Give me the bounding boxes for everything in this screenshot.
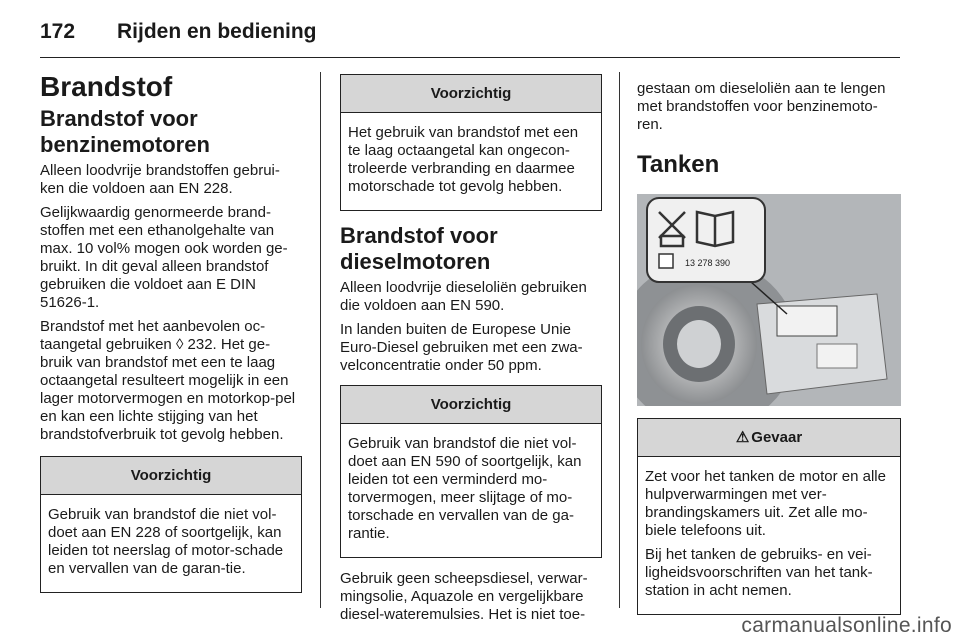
danger-heading — [638, 419, 900, 457]
column-1 — [40, 68, 302, 605]
subsection-title-diesel: Brandstof voor dieselmotoren — [340, 223, 498, 274]
caution-heading: Voorzichtig — [41, 457, 301, 495]
caution-heading: Voorzichtig — [341, 386, 601, 424]
paragraph: gestaan om dieseloliën aan te lengen met brandstoffen voor benzinemoto-ren. — [637, 80, 886, 133]
section-title: Rijden en bediening — [117, 20, 317, 43]
column-3 — [637, 80, 901, 627]
paragraph: Gebruik geen scheepsdiesel, verwar-mingsolie, Aquazole en vergelijkbare diesel-wateremulsies. Het is niet toe- — [340, 570, 588, 623]
chapter-title: Brandstof — [40, 71, 173, 102]
danger-text: Zet voor het tanken de motor en alle hulpverwarmingen met ver-brandingskamers uit. Zet alle mo-biele telefoons uit. — [645, 468, 886, 539]
header-divider — [40, 57, 900, 58]
paragraph: In landen buiten de Europese Unie Euro-Diesel gebruiken met een zwa-velconcentratie onder 50 ppm. — [340, 321, 583, 374]
caution-text: Gebruik van brandstof die niet vol-doet aan EN 590 of soortgelijk, kan leiden tot een verminderd mo-torvermogen, meer slijtage of mo-torschade en vervallen van de ga-rantie. — [348, 435, 582, 542]
label-callout — [647, 198, 765, 282]
fuel-filler-photo — [637, 194, 901, 406]
paragraph: Gelijkwaardig genormeerde brand-stoffen met een ethanolgehalte van max. 10 vol% mogen ook worden ge-bruikt. In dit geval alleen brandstof gebruiken die voldoet aan E DIN 51626-1. — [40, 204, 288, 311]
section-title-refuelling: Tanken — [637, 151, 720, 178]
paragraph: Brandstof met het aanbevolen oc-taangetal gebruiken ◊ 232. Het ge-bruik van brandstof met een te laag octaangetal resulteert mogelijk in een lager motorvermogen en motorkop-pel en kan een lichte stijging van het brandstofverbruik tot gevolg hebben. — [40, 318, 296, 443]
caution-box-diesel — [340, 385, 602, 558]
paragraph: Alleen loodvrije dieseloliën gebruiken die voldoen aan EN 590. — [340, 279, 587, 314]
photo-label: 13 278 390 — [685, 258, 731, 268]
subsection-title-petrol: Brandstof voor benzinemotoren — [40, 106, 210, 157]
danger-box — [637, 418, 901, 615]
danger-text: Bij het tanken de gebruiks- en vei-ligheidsvoorschriften van het tank-station in acht nemen. — [645, 546, 873, 599]
page-number: 172 — [40, 20, 76, 43]
column-divider-2 — [619, 72, 620, 608]
caution-text: Gebruik van brandstof die niet vol-doet aan EN 228 of soortgelijk, kan leiden tot neerslag of motor-schade en vervallen van de garan-tie. — [48, 506, 284, 577]
caution-text: Het gebruik van brandstof met een te laag octaangetal kan ongecon-troleerde verbranding en daarmee motorschade tot gevolg hebben. — [348, 124, 579, 195]
fuel-filler-illustration — [637, 194, 901, 406]
danger-heading-text: Gevaar — [751, 429, 803, 446]
caution-box — [40, 456, 302, 593]
caution-box-octane — [340, 74, 602, 211]
caution-heading: Voorzichtig — [341, 75, 601, 113]
warning-icon: ⚠ — [735, 429, 750, 446]
column-divider-1 — [320, 72, 321, 608]
column-2 — [340, 74, 602, 630]
watermark: carmanualsonline.info — [741, 614, 952, 637]
paragraph: Alleen loodvrije brandstoffen gebrui-ken die voldoen aan EN 228. — [40, 162, 280, 197]
page-header — [40, 18, 900, 58]
